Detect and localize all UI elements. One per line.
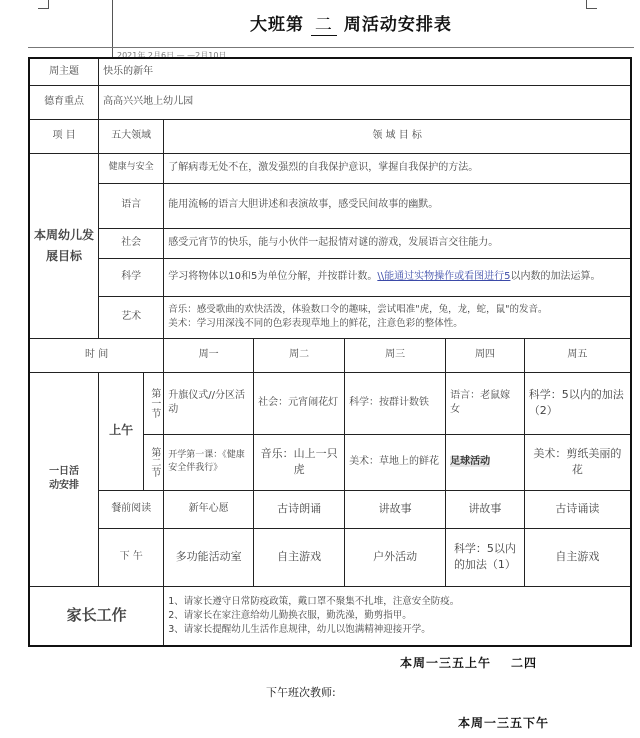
dev-goals-label: 本周幼儿发展目标 [29, 153, 99, 338]
footer-morning-days: 本周一三五上午 [400, 656, 492, 670]
period2-thu-text: 足球活动 [450, 455, 491, 467]
header-rule [28, 47, 634, 48]
goals-header-row [29, 119, 631, 153]
period2-label: 第二节 [144, 434, 164, 490]
goal-art-fine: 美术：学习用深浅不同的色彩表现草地上的鲜花，注意色彩的整体性。 [168, 318, 463, 329]
afternoon-row [29, 528, 631, 586]
theme-value: 快乐的新年 [99, 58, 631, 85]
footer-afternoon-line: 本周一三五下午 [458, 716, 550, 730]
parent-work-item: 2、请家长在家注意给幼儿勤换衣服，勤洗澡，勤剪指甲。 [168, 609, 412, 621]
day-wed: 周三 [345, 338, 446, 372]
domain-science: 科学 [99, 258, 164, 296]
footer-morning-line [400, 654, 537, 671]
margin-line [112, 0, 113, 57]
goal-health: 了解病毒无处不在，激发强烈的自我保护意识，掌握自我保护的方法。 [164, 153, 631, 183]
day-fri: 周五 [524, 338, 631, 372]
domain-language: 语言 [99, 183, 164, 228]
afternoon-label: 下 午 [99, 528, 164, 586]
goal-row-art [29, 296, 631, 338]
project-header: 项 目 [29, 119, 99, 153]
period2-mon: 开学第一课：《健康安全伴我行》 [164, 434, 254, 490]
reading-wed: 讲故事 [345, 490, 446, 528]
reading-thu: 讲故事 [446, 490, 525, 528]
goal-science-text: 学习将物体以10和5为单位分解，并按群计数。 [168, 270, 378, 282]
footer-morning-other: 二四 [511, 656, 538, 670]
schedule-header-row [29, 338, 631, 372]
goal-row-science [29, 258, 631, 296]
focus-value: 高高兴兴地上幼儿园 [99, 85, 631, 119]
focus-label: 德育重点 [29, 85, 99, 119]
period1-mon: 升旗仪式//分区活动 [164, 372, 254, 434]
goal-science-text-end: 以内数的加法运算。 [510, 270, 601, 282]
domain-art: 艺术 [99, 296, 164, 338]
afternoon-wed: 户外活动 [345, 528, 446, 586]
footer-afternoon-teacher: 下午班次教师: [266, 686, 336, 699]
period2-fri: 美术：剪纸美丽的花 [524, 434, 631, 490]
period1-thu: 语言：老鼠嫁女 [446, 372, 525, 434]
period2-thu [446, 434, 525, 490]
time-header: 时 间 [29, 338, 164, 372]
afternoon-thu: 科学：5以内的加法（1） [446, 528, 525, 586]
corner-mark-left [38, 0, 49, 9]
title-week-number: 二 [311, 10, 337, 36]
period2-wed: 美术：草地上的鲜花 [345, 434, 446, 490]
goal-social: 感受元宵节的快乐，能与小伙伴一起报情对谜的游戏，发展语言交往能力。 [164, 228, 631, 258]
theme-label: 周主题 [29, 58, 99, 85]
domain-health: 健康与安全 [99, 153, 164, 183]
title-suffix: 周活动安排表 [343, 15, 452, 35]
day-thu: 周四 [446, 338, 525, 372]
parent-work-content [164, 586, 631, 646]
goal-science [164, 258, 631, 296]
parent-work-row [29, 586, 631, 646]
morning-label: 上午 [99, 372, 144, 490]
goal-art-music: 音乐：感受歌曲的欢快活泼，体验数口令的趣味，尝试唱准"虎，兔，龙，蛇，鼠"的发音。 [168, 304, 548, 316]
period1-label: 第一节 [144, 372, 164, 434]
period2-tue: 音乐：山上一只虎 [254, 434, 345, 490]
period1-fri: 科学：5以内的加法（2） [524, 372, 631, 434]
period1-tue: 社会：元宵闹花灯 [254, 372, 345, 434]
daily-schedule-label: 一日活动安排 [29, 372, 99, 586]
day-tue: 周二 [254, 338, 345, 372]
goal-row-health [29, 153, 631, 183]
goal-row-language [29, 183, 631, 228]
parent-work-item: 1、请家长遵守日常防疫政策，戴口罩不聚集不扎堆，注意安全防疫。 [168, 596, 460, 608]
reading-tue: 古诗朗诵 [254, 490, 345, 528]
reading-row [29, 490, 631, 528]
parent-work-label: 家长工作 [29, 586, 164, 646]
page-title [250, 10, 452, 36]
goal-language: 能用流畅的语言大胆讲述和表演故事，感受民间故事的幽默。 [164, 183, 631, 228]
reading-fri: 古诗诵读 [524, 490, 631, 528]
period1-wed: 科学：按群计数铁 [345, 372, 446, 434]
title-prefix: 大班第 [250, 15, 304, 35]
weekly-plan-table [28, 57, 632, 647]
period1-row [29, 372, 631, 434]
goals-header: 领 域 目 标 [164, 119, 631, 153]
date-range: 2021年 2月6日 — —2月10日 [117, 51, 227, 60]
afternoon-mon: 多功能活动室 [164, 528, 254, 586]
focus-row [29, 85, 631, 119]
reading-mon: 新年心愿 [164, 490, 254, 528]
day-mon: 周一 [164, 338, 254, 372]
goal-science-link[interactable]: \\能通过实物操作或看图进行5 [377, 270, 511, 282]
goal-art [164, 296, 631, 338]
domains-header: 五大领域 [99, 119, 164, 153]
corner-mark-right [586, 0, 597, 9]
reading-label: 餐前阅读 [99, 490, 164, 528]
theme-row [29, 58, 631, 85]
parent-work-item: 3、请家长提醒幼儿生活作息规律，幼儿以饱满精神迎接开学。 [168, 623, 431, 635]
goal-row-social [29, 228, 631, 258]
domain-social: 社会 [99, 228, 164, 258]
afternoon-fri: 自主游戏 [524, 528, 631, 586]
afternoon-tue: 自主游戏 [254, 528, 345, 586]
